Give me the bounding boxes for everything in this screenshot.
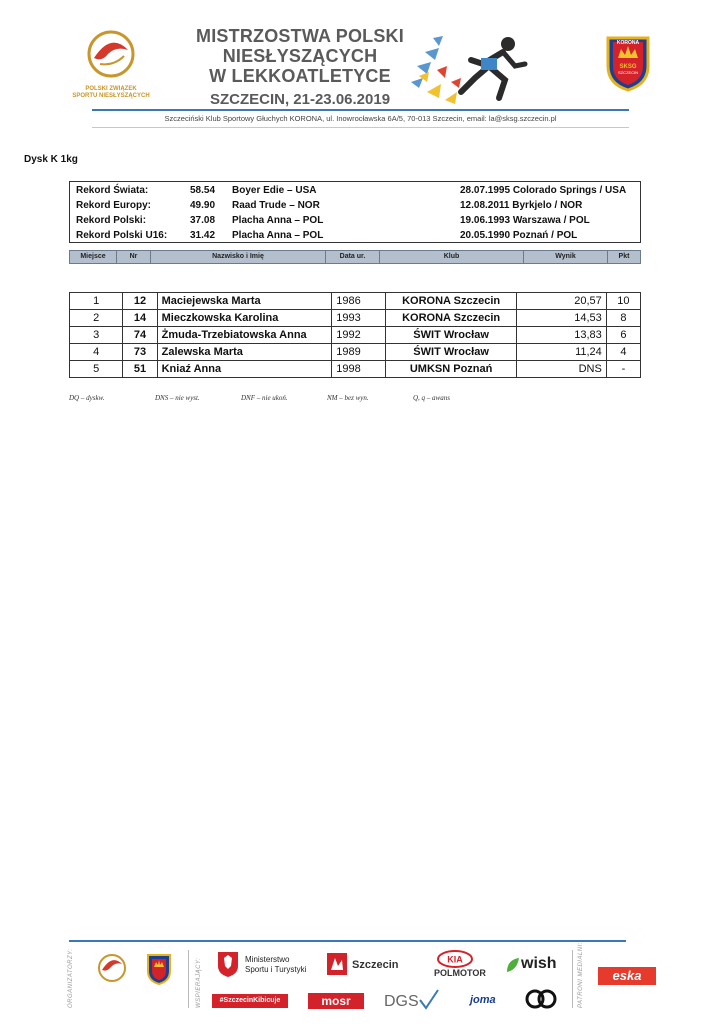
- cell-birth-year: 1989: [332, 344, 386, 361]
- column-header-birth: Data ur.: [326, 251, 380, 263]
- cell-place: 5: [70, 361, 123, 378]
- footer-separator: [572, 950, 573, 1008]
- column-header-club: Klub: [380, 251, 524, 263]
- korona-footer-logo: [146, 952, 172, 991]
- cell-club: KORONA Szczecin: [385, 310, 516, 327]
- cell-nr: 73: [123, 344, 157, 361]
- cell-name: Kniaź Anna: [157, 361, 332, 378]
- record-label: Rekord Świata:: [76, 185, 149, 196]
- event-header-title: [185, 26, 415, 110]
- legend-item: DQ – dyskw.: [69, 394, 105, 402]
- table-row: [70, 293, 641, 310]
- cell-result: 13,83: [517, 327, 607, 344]
- record-value: 31.42: [190, 230, 216, 241]
- cell-points: -: [606, 361, 640, 378]
- media-patrons-label: PATRONI MEDIALNI:: [578, 942, 584, 1008]
- szczecin-logo-icon: [326, 952, 348, 981]
- cell-club: UMKSN Poznań: [385, 361, 516, 378]
- szczecin-logo-text: Szczecin: [352, 959, 399, 971]
- mosr-logo: mosr: [308, 993, 364, 1009]
- wish-logo: wish: [521, 955, 557, 972]
- supporting-label: WSPIERAJĄCY:: [196, 957, 202, 1008]
- record-label: Rekord Polski U16:: [76, 230, 168, 241]
- cell-points: 4: [606, 344, 640, 361]
- column-header-place: Miejsce: [70, 251, 117, 263]
- title-date: SZCZECIN, 21-23.06.2019: [209, 91, 391, 108]
- record-row: [70, 213, 640, 228]
- record-holder: Placha Anna – POL: [232, 215, 324, 226]
- record-value: 58.54: [190, 185, 216, 196]
- cell-result: 14,53: [517, 310, 607, 327]
- cell-place: 1: [70, 293, 123, 310]
- column-header-points: Pkt: [618, 253, 630, 260]
- title-line: W LEKKOATLETYCE: [209, 66, 391, 86]
- record-holder: Placha Anna – POL: [232, 230, 324, 241]
- joma-logo: joma: [470, 994, 496, 1006]
- header-divider: [92, 109, 629, 111]
- cell-name: Zalewska Marta: [157, 344, 332, 361]
- club-address: Szczeciński Klub Sportowy Głuchych KORONA, ul. Inowrocławska 6A/5, 70-013 Szczecin, email: la@sksg.szczecin.pl: [164, 114, 557, 123]
- footer-divider: [69, 940, 626, 942]
- cell-name: Mieczkowska Karolina: [157, 310, 332, 327]
- footer-separator: [188, 950, 189, 1008]
- record-value: 37.08: [190, 215, 216, 226]
- cell-place: 3: [70, 327, 123, 344]
- pzsn-logo-text: POLSKI ZWIĄZEK SPORTU NIESŁYSZĄCYCH: [72, 86, 150, 99]
- svg-text:KIA: KIA: [447, 954, 463, 965]
- cell-name: Żmuda-Trzebiatowska Anna: [157, 327, 332, 344]
- kia-polmotor-logo: POLMOTOR: [434, 968, 486, 978]
- cell-birth-year: 1986: [332, 293, 386, 310]
- cell-points: 6: [606, 327, 640, 344]
- cell-birth-year: 1998: [332, 361, 386, 378]
- poland-emblem-icon: [216, 950, 240, 983]
- pzsn-footer-logo: [90, 950, 134, 995]
- cell-club: ŚWIT Wrocław: [385, 327, 516, 344]
- record-row: [70, 183, 640, 198]
- cell-birth-year: 1993: [332, 310, 386, 327]
- record-date-place: 12.08.2011 Byrkjelo / NOR: [460, 200, 583, 211]
- column-header-result: Wynik: [524, 251, 608, 263]
- records-box: [69, 181, 641, 243]
- table-row: [70, 344, 641, 361]
- record-date-place: 19.06.1993 Warszawa / POL: [460, 215, 590, 226]
- cell-club: KORONA Szczecin: [385, 293, 516, 310]
- record-label: Rekord Polski:: [76, 215, 147, 226]
- record-holder: Boyer Edie – USA: [232, 185, 317, 196]
- title-line: MISTRZOSTWA POLSKI: [196, 26, 404, 46]
- legend-item: DNF – nie ukoń.: [241, 394, 288, 402]
- table-row: [70, 310, 641, 327]
- eska-radio-logo: eska: [598, 967, 656, 985]
- cell-nr: 74: [123, 327, 157, 344]
- cell-name: Maciejewska Marta: [157, 293, 332, 310]
- table-row: [70, 327, 641, 344]
- korona-logo: [604, 32, 652, 92]
- cell-result: DNS: [517, 361, 607, 378]
- cell-place: 4: [70, 344, 123, 361]
- co-logo-icon: [524, 989, 558, 1016]
- wish-leaf-icon: [505, 956, 521, 979]
- szczecin-kibicuje-badge: #SzczecinKibicuje: [212, 994, 288, 1008]
- cell-nr: 12: [123, 293, 157, 310]
- header-divider-thin: [92, 127, 629, 128]
- event-title: Dysk K 1kg: [24, 154, 78, 165]
- cell-nr: 14: [123, 310, 157, 327]
- legend-item: NM – bez wyn.: [327, 394, 369, 402]
- record-row: [70, 198, 640, 213]
- column-header-nr: Nr: [117, 251, 151, 263]
- column-header-name: Nazwisko i Imię: [151, 251, 326, 263]
- ministry-sport-logo: Ministerstwo Sportu i Turystyki: [245, 955, 307, 974]
- cell-club: ŚWIT Wrocław: [385, 344, 516, 361]
- cell-birth-year: 1992: [332, 327, 386, 344]
- szczecin-logo-text: SZCZECIN: [618, 70, 638, 75]
- table-row: [70, 361, 641, 378]
- title-line: NIESŁYSZĄCYCH: [222, 46, 378, 66]
- dgs-check-icon: [418, 988, 440, 1015]
- record-value: 49.90: [190, 200, 216, 211]
- cell-result: 20,57: [517, 293, 607, 310]
- organizers-label: ORGANIZATORZY:: [68, 948, 74, 1008]
- dgs-logo: DGS: [384, 993, 419, 1010]
- cell-points: 8: [606, 310, 640, 327]
- legend-item: Q, q – awans: [413, 394, 450, 402]
- legend-item: DNS – nie wyst.: [155, 394, 200, 402]
- sksg-logo-text: SKSG: [619, 64, 637, 70]
- record-label: Rekord Europy:: [76, 200, 152, 211]
- cell-place: 2: [70, 310, 123, 327]
- record-holder: Raad Trude – NOR: [232, 200, 320, 211]
- cell-result: 11,24: [517, 344, 607, 361]
- sprinter-illustration: [405, 22, 535, 108]
- record-row: [70, 228, 640, 243]
- korona-logo-text: KORONA: [616, 40, 640, 46]
- cell-points: 10: [606, 293, 640, 310]
- cell-nr: 51: [123, 361, 157, 378]
- record-date-place: 28.07.1995 Colorado Springs / USA: [460, 185, 627, 196]
- results-column-header: [69, 250, 641, 264]
- record-date-place: 20.05.1990 Poznań / POL: [460, 230, 578, 241]
- results-table: [69, 292, 641, 378]
